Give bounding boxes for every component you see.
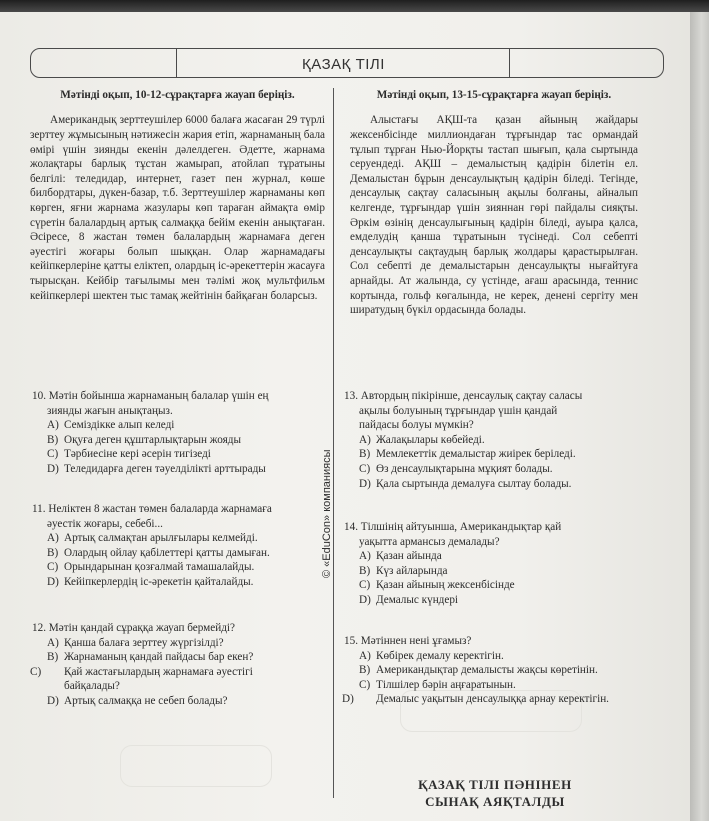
question-text: әуестік жоғары, себебі... — [47, 517, 163, 530]
question-text: пайдасы болуы мүмкін? — [359, 419, 474, 432]
answer-option-b[interactable] — [32, 546, 332, 561]
answer-option-b[interactable] — [32, 433, 332, 448]
option-text: Қай жастағылардың жарнамаға әуестігі байқалады? — [64, 665, 253, 693]
question-15 — [344, 634, 644, 707]
option-letter: B) — [359, 448, 371, 461]
question-14 — [344, 520, 644, 608]
answer-option-c[interactable] — [32, 665, 302, 694]
question-text: 15. Мәтіннен нені ұғамыз? — [344, 635, 472, 647]
right-passage: Алыстағы АҚШ-та қазан айының жайдары жексенбісінде миллиондаған тұрғындар тас ормандай тұлып тұрған Нью-Йорқты тастап шығып, қала сыртында серуендеді. АҚШ – демалыстың қадірін білетін ел. Демалыстан бұрын денсаулықтың қадірін біледі. Тегінде, денсаулық сақтау саласының ақылы болғаны, айналып келгенде, тұрғындар үшін зияннан гөрі пайдалы сияқты. Әркім өзінің денсаулығының қадірін біледі, ауыра қалса, емделудің қанша тұратынын түсінеді. Сол себепті денсаулықты сақтаудың барлық жолдары қарастырылған. Сол себепті де демалыстарын денсаулықты нығайтуға арнайды. Ат жалында, су үстінде, ағаш арасында, теннис кортында, гольф көгалында, не керек, денені сергіту мен ширатудың бүкіл ордасында болады. — [350, 114, 638, 317]
answer-option-a[interactable] — [344, 649, 644, 664]
option-letter: A) — [359, 550, 371, 563]
option-text: Американдықтар демалысты жақсы көретінін. — [376, 664, 598, 677]
question-text: 13. Автордың пікірінше, денсаулық сақтау саласы — [344, 390, 583, 402]
answer-option-d[interactable] — [344, 692, 644, 707]
answer-option-a[interactable] — [32, 531, 332, 546]
option-text: Күз айларында — [376, 564, 448, 577]
copyright-watermark: © «EduCon» компаниясы — [321, 449, 333, 578]
option-letter: D) — [342, 693, 354, 706]
left-column — [30, 88, 325, 303]
header-tab-divider-right — [509, 48, 510, 77]
answer-option-c[interactable] — [32, 560, 332, 575]
option-letter: C) — [47, 448, 59, 461]
column-divider — [333, 88, 334, 798]
answer-option-a[interactable] — [344, 549, 644, 564]
option-text: Семіздікке алып келеді — [64, 419, 175, 432]
question-text: 14. Тілшінің айтуынша, Американдықтар қай — [344, 521, 562, 533]
question-text: 12. Мәтін қандай сұраққа жауап бермейді? — [32, 622, 235, 634]
answer-option-a[interactable] — [32, 636, 302, 651]
exam-end-note — [400, 776, 590, 810]
exam-end-line-1: ҚАЗАҚ ТІЛІ ПӘНІНЕН — [418, 777, 572, 792]
scanner-top-edge — [0, 0, 709, 12]
right-instruction: Мәтінді оқып, 13-15-сұрақтарға жауап беріңіз. — [376, 89, 612, 101]
question-13 — [344, 389, 644, 491]
option-text: Артық салмаққа не себеп болады? — [64, 694, 228, 707]
option-text: Жалақылары көбейеді. — [376, 433, 485, 446]
option-text: Демалыс күндері — [376, 593, 459, 606]
answer-option-a[interactable] — [32, 418, 332, 433]
question-text: уақытта армансыз демалады? — [359, 535, 500, 548]
left-passage: Американдық зерттеушілер 6000 балаға жасаған 29 түрлі зерттеу жұмысының нәтижесін жария етіп, жарнаманың бала өмірі үшін зиянды екенін дәлелдеген. Әдетте, жарнама жолақтары барлық тұстан жамырап, атойлап тұратыны белгілі: теледидар, интернет, газет пен журнал, көше билбордтары, дүкен-базар, т.б. Зерттеушілер жарнаманы көп көрген, яғни жарнама жазулары көп тараған аймақта өмір сүретін балалардың артық салмаққа бейім екенін анықтаған. Әсіресе, 8 жастан төмен балалардың жарнамаға деген әуестігі жоғары болып шыққан. Олар жарнамадағы кейіпкерлеріне қатты еліктеп, олардың іс-әрекеттерін жасауға тырысқан. Кейбір тағылымы мен тәлімі жоқ мультфильм кейіпкерлері шектен тыс тамақ жейтінін байқаған боларсыз. — [30, 114, 325, 302]
option-letter: C) — [47, 561, 59, 574]
page-edge-shadow — [690, 0, 709, 821]
answer-option-c[interactable] — [344, 462, 644, 477]
option-text: Теледидарға деген тәуелділікті арттырады — [64, 462, 266, 475]
option-text: Артық салмақтан арылғылары келмейді. — [64, 532, 258, 545]
option-letter: C) — [359, 462, 371, 475]
answer-option-c[interactable] — [344, 578, 644, 593]
subject-title: ҚАЗАҚ ТІЛІ — [302, 56, 385, 73]
answer-option-c[interactable] — [344, 678, 644, 693]
bleed-through-box — [120, 745, 272, 787]
option-letter: B) — [47, 651, 59, 664]
right-column — [350, 88, 638, 318]
option-letter: C) — [30, 665, 42, 678]
option-text: Тілшілер бәрін аңғаратынын. — [376, 678, 516, 691]
answer-option-d[interactable] — [344, 593, 644, 608]
option-letter: B) — [47, 546, 59, 559]
option-text: Кейіпкерлердің іс-әрекетін қайталайды. — [64, 575, 254, 588]
option-letter: D) — [47, 575, 59, 588]
option-letter: A) — [47, 532, 59, 545]
option-text: Оқуға деген құштарлықтарын жояды — [64, 433, 241, 446]
answer-option-c[interactable] — [32, 447, 332, 462]
answer-option-d[interactable] — [32, 462, 332, 477]
option-letter: C) — [359, 678, 371, 691]
answer-option-d[interactable] — [32, 694, 302, 709]
left-instruction: Мәтінді оқып, 10-12-сұрақтарға жауап беріңіз. — [60, 89, 295, 101]
answer-option-d[interactable] — [344, 477, 644, 492]
option-letter: A) — [47, 636, 59, 649]
option-text: Жарнаманың қандай пайдасы бар екен? — [64, 651, 254, 664]
option-text: Олардың ойлау қабілеттері қатты дамыған. — [64, 546, 270, 559]
option-text: Қазан айында — [376, 550, 442, 563]
question-11 — [32, 502, 332, 590]
answer-option-a[interactable] — [344, 433, 644, 448]
question-text: зиянды жағын анықтаңыз. — [47, 404, 173, 417]
question-text: 10. Мәтін бойынша жарнаманың балалар үшін ең — [32, 390, 269, 402]
option-letter: C) — [359, 579, 371, 592]
answer-option-b[interactable] — [344, 663, 644, 678]
option-text: Қазан айының жексенбісінде — [376, 579, 515, 592]
option-letter: B) — [359, 664, 371, 677]
option-text: Орындарынан қозғалмай тамашалайды. — [64, 561, 255, 574]
option-letter: D) — [359, 477, 371, 490]
option-letter: A) — [359, 649, 371, 662]
question-12 — [32, 621, 302, 709]
header-banner — [30, 48, 664, 78]
option-letter: A) — [47, 419, 59, 432]
option-text: Тәрбиесіне кері әсерін тигізеді — [64, 448, 211, 461]
option-letter: D) — [47, 462, 59, 475]
option-text: Қала сыртында демалуға сылтау болады. — [376, 477, 572, 490]
header-tab-divider-left — [176, 48, 177, 77]
answer-option-d[interactable] — [32, 575, 332, 590]
option-letter: D) — [47, 694, 59, 707]
option-letter: A) — [359, 433, 371, 446]
option-text: Көбірек демалу керектігін. — [376, 649, 504, 662]
option-text: Демалыс уақытын денсаулыққа арнау керектігін. — [376, 693, 609, 706]
answer-option-b[interactable] — [344, 564, 644, 579]
option-letter: B) — [359, 564, 371, 577]
option-letter: D) — [359, 593, 371, 606]
option-text: Мемлекеттік демалыстар жиірек беріледі. — [376, 448, 576, 461]
option-text: Қанша балаға зерттеу жүргізілді? — [64, 636, 224, 649]
question-text: ақылы болуының тұрғындар үшін қандай — [359, 404, 558, 417]
answer-option-b[interactable] — [32, 650, 302, 665]
option-letter: B) — [47, 433, 59, 446]
answer-option-b[interactable] — [344, 447, 644, 462]
option-text: Өз денсаулықтарына мұқият болады. — [376, 462, 553, 475]
question-10 — [32, 389, 332, 477]
question-text: 11. Неліктен 8 жастан төмен балаларда жарнамаға — [32, 503, 272, 515]
exam-end-line-2: СЫНАҚ АЯҚТАЛДЫ — [425, 794, 565, 809]
